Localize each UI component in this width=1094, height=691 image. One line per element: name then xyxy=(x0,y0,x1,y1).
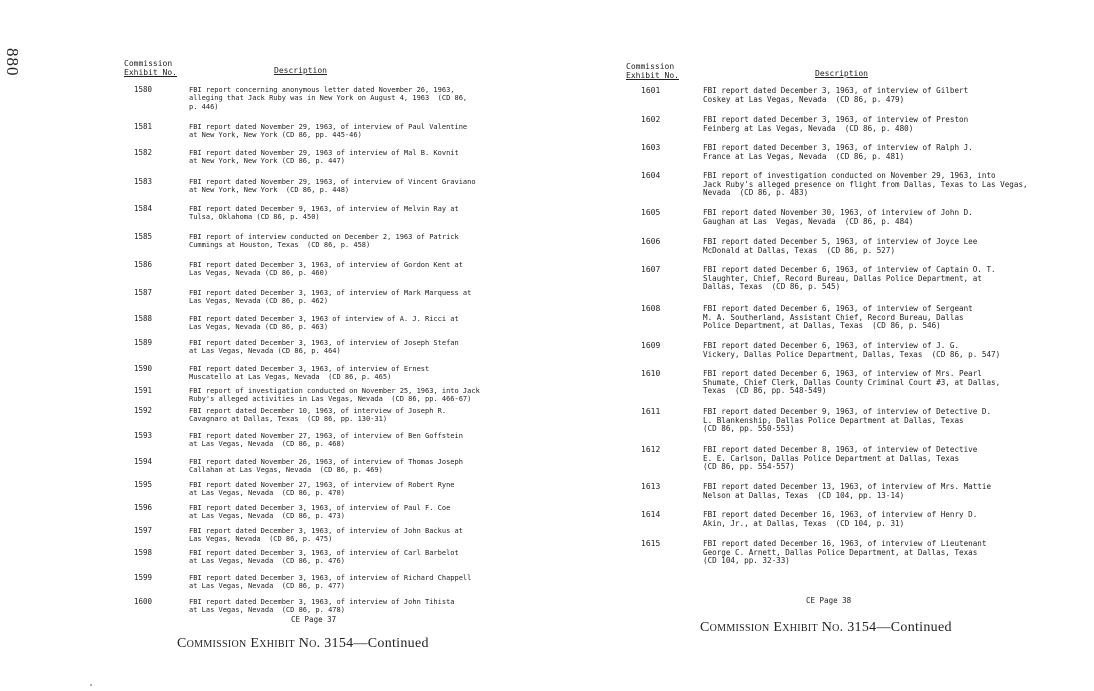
exhibit-number: 1593 xyxy=(134,431,153,440)
exhibit-number: 1584 xyxy=(134,204,153,213)
exhibit-description: FBI report dated December 3, 1963, of interview of Mark Marquess at Las Vegas, Nevada (CD 86, p. 462) xyxy=(189,289,472,306)
exhibit-description: FBI report dated November 27, 1963, of interview of Ben Goffstein at Las Vegas, Nevada (CD 86, p. 468) xyxy=(189,432,463,449)
page-number: 880 xyxy=(3,48,22,77)
exhibit-description: FBI report dated December 3, 1963, of interview of Ernest Muscatello at Las Vegas, Nevada (CD 86, p. 465) xyxy=(189,365,430,382)
exhibit-number: 1608 xyxy=(641,304,661,313)
caption-title: Commission Exhibit No. xyxy=(177,636,321,651)
exhibit-number: 1605 xyxy=(641,208,661,217)
exhibit-number: 1595 xyxy=(134,480,153,489)
exhibit-description: FBI report dated December 3, 1963 of interview of A. J. Ricci at Las Vegas, Nevada (CD 86, p. 463) xyxy=(189,315,459,332)
exhibit-description: FBI report dated November 29, 1963 of interview of Mal B. Kovnit at New York, New York (CD 86, p. 447) xyxy=(189,149,459,166)
exhibit-caption xyxy=(177,636,429,652)
exhibit-description: FBI report dated December 3, 1963, of interview of John Backus at Las Vegas, Nevada (CD 86, p. 475) xyxy=(189,527,463,544)
exhibit-description: FBI report dated December 6, 1963, of interview of Mrs. Pearl Shumate, Chief Clerk, Dallas County Criminal Court #3, at Dallas, Texas (CD 86, pp. 548-549) xyxy=(703,369,1001,396)
exhibit-number: 1611 xyxy=(641,407,661,416)
exhibit-description: FBI report dated December 3, 1963, of interview of Gilbert Coskey at Las Vegas, Nevada (CD 86, p. 479) xyxy=(703,86,969,104)
exhibit-number: 1615 xyxy=(641,539,661,548)
exhibit-description: FBI report dated November 27, 1963, of interview of Robert Ryne at Las Vegas, Nevada (CD 86, p. 470) xyxy=(189,481,455,498)
exhibit-description: FBI report dated December 3, 1963, of interview of Joseph Stefan at Las Vegas, Nevada (CD 86, p. 464) xyxy=(189,339,459,356)
description-column-header: Description xyxy=(274,66,327,75)
exhibit-description: FBI report dated December 3, 1963, of interview of Richard Chappell at Las Vegas, Nevada (CD 86, p. 477) xyxy=(189,574,472,591)
exhibit-description: FBI report dated December 3, 1963, of interview of Paul F. Coe at Las Vegas, Nevada (CD 86, p. 473) xyxy=(189,504,451,521)
exhibit-number: 1591 xyxy=(134,386,153,395)
exhibit-number: 1599 xyxy=(134,573,153,582)
caption-number: 3154—Continued xyxy=(324,636,429,651)
caption-title: Commission Exhibit No. xyxy=(700,620,844,635)
exhibit-number: 1603 xyxy=(641,143,661,152)
exhibit-number: 1587 xyxy=(134,288,153,297)
exhibit-description: FBI report dated December 9, 1963, of interview of Detective D. L. Blankenship, Dallas Police Department at Dallas, Texas (CD 86, pp. 550-553) xyxy=(703,407,992,434)
exhibit-number: 1600 xyxy=(134,597,153,606)
exhibit-description: FBI report of investigation conducted on November 25, 1963, into Jack Ruby's alleged activities in Las Vegas, Nevada (CD 86, pp. 466-67) xyxy=(189,387,480,404)
exhibit-number: 1586 xyxy=(134,260,153,269)
exhibit-number: 1585 xyxy=(134,232,153,241)
exhibit-column-header xyxy=(124,59,177,77)
exhibit-number: 1609 xyxy=(641,341,661,350)
exhibit-description: FBI report dated December 8, 1963, of interview of Detective E. E. Carlson, Dallas Police Department at Dallas, Texas (CD 86, pp. 554-557) xyxy=(703,445,978,472)
exhibit-number: 1597 xyxy=(134,526,153,535)
exhibit-number: 1614 xyxy=(641,510,661,519)
exhibit-number: 1604 xyxy=(641,171,661,180)
caption-number: 3154—Continued xyxy=(847,620,952,635)
exhibit-description: FBI report dated November 26, 1963, of interview of Thomas Joseph Callahan at Las Vegas, Nevada (CD 86, p. 469) xyxy=(189,458,463,475)
exhibit-number: 1582 xyxy=(134,148,153,157)
exhibit-number: 1594 xyxy=(134,457,153,466)
exhibit-description: FBI report dated December 6, 1963, of interview of Sergeant M. A. Southerland, Assistant Chief, Record Bureau, Dallas Police Department, at Dallas, Texas (CD 86, p. 546) xyxy=(703,304,973,331)
exhibit-description: FBI report dated December 3, 1963, of interview of Ralph J. France at Las Vegas, Nevada (CD 86, p. 481) xyxy=(703,143,973,161)
exhibit-description: FBI report dated November 29, 1963, of interview of Paul Valentine at New York, New York (CD 86, pp. 445-46) xyxy=(189,123,468,140)
exhibit-description: FBI report dated December 3, 1963, of interview of Carl Barbelot at Las Vegas, Nevada (CD 86, p. 476) xyxy=(189,549,459,566)
exhibit-number: 1580 xyxy=(134,85,153,94)
header-ce-line2: Exhibit No. xyxy=(124,68,177,77)
exhibit-description: FBI report dated December 10, 1963, of interview of Joseph R. Cavagnaro at Dallas, Texas (CD 86, pp. 130-31) xyxy=(189,407,447,424)
exhibit-description: FBI report of interview conducted on December 2, 1963 of Patrick Cummings at Houston, Texas (CD 86, p. 458) xyxy=(189,233,459,250)
exhibit-description: FBI report dated December 3, 1963, of interview of John Tihista at Las Vegas, Nevada (CD 86, p. 478) xyxy=(189,598,455,615)
exhibit-description: FBI report concerning anonymous letter dated November 26, 1963, alleging that Jack Ruby was in New York on August 4, 1963 (CD 86, p. 446) xyxy=(189,86,468,111)
exhibit-number: 1613 xyxy=(641,482,661,491)
header-ce-line1: Commission xyxy=(626,62,675,71)
scan-speck xyxy=(90,684,92,686)
exhibit-description: FBI report dated December 6, 1963, of interview of J. G. Vickery, Dallas Police Department, Dallas, Texas (CD 86, p. 547) xyxy=(703,341,1001,359)
exhibit-description: FBI report dated December 6, 1963, of interview of Captain O. T. Slaughter, Chief, Record Bureau, Dallas Police Department, at Dallas, Texas (CD 86, p. 545) xyxy=(703,265,996,292)
header-ce-line1: Commission xyxy=(124,59,173,68)
exhibit-number: 1592 xyxy=(134,406,153,415)
exhibit-number: 1583 xyxy=(134,177,153,186)
header-ce-line2: Exhibit No. xyxy=(626,71,679,80)
exhibit-description: FBI report dated December 3, 1963, of interview of Preston Feinberg at Las Vegas, Nevada (CD 86, p. 480) xyxy=(703,115,969,133)
exhibit-description: FBI report dated December 13, 1963, of interview of Mrs. Mattie Nelson at Dallas, Texas (CD 104, pp. 13-14) xyxy=(703,482,992,500)
page-footer: CE Page 37 xyxy=(291,615,337,624)
page-footer: CE Page 38 xyxy=(806,596,852,605)
exhibit-number: 1598 xyxy=(134,548,153,557)
exhibit-description: FBI report dated November 30, 1963, of interview of John D. Gaughan at Las Vegas, Nevada (CD 86, p. 484) xyxy=(703,208,973,226)
exhibit-caption xyxy=(700,620,952,636)
exhibit-number: 1607 xyxy=(641,265,661,274)
exhibit-description: FBI report dated December 9, 1963, of interview of Melvin Ray at Tulsa, Oklahoma (CD 86, p. 450) xyxy=(189,205,459,222)
exhibit-description: FBI report dated December 16, 1963, of interview of Henry D. Akin, Jr., at Dallas, Texas (CD 104, p. 31) xyxy=(703,510,978,528)
exhibit-description: FBI report dated December 3, 1963, of interview of Gordon Kent at Las Vegas, Nevada (CD 86, p. 460) xyxy=(189,261,463,278)
exhibit-number: 1589 xyxy=(134,338,153,347)
exhibit-number: 1590 xyxy=(134,364,153,373)
exhibit-description: FBI report of investigation conducted on November 29, 1963, into Jack Ruby's alleged presence on flight from Dallas, Texas to Las Vegas, Nevada (CD 86, p. 483) xyxy=(703,171,1028,198)
exhibit-description: FBI report dated December 5, 1963, of interview of Joyce Lee McDonald at Dallas, Texas (CD 86, p. 527) xyxy=(703,237,978,255)
exhibit-number: 1581 xyxy=(134,122,153,131)
exhibit-number: 1588 xyxy=(134,314,153,323)
exhibit-number: 1610 xyxy=(641,369,661,378)
exhibit-description: FBI report dated December 16, 1963, of interview of Lieutenant George C. Arnett, Dallas Police Department, at Dallas, Texas (CD 104, pp. 32-33) xyxy=(703,539,987,566)
exhibit-description: FBI report dated November 29, 1963, of interview of Vincent Graviano at New York, New York (CD 86, p. 448) xyxy=(189,178,476,195)
description-column-header: Description xyxy=(815,69,868,78)
exhibit-column-header xyxy=(626,62,679,80)
exhibit-number: 1601 xyxy=(641,86,661,95)
exhibit-number: 1602 xyxy=(641,115,661,124)
exhibit-number: 1596 xyxy=(134,503,153,512)
exhibit-number: 1612 xyxy=(641,445,661,454)
exhibit-number: 1606 xyxy=(641,237,661,246)
